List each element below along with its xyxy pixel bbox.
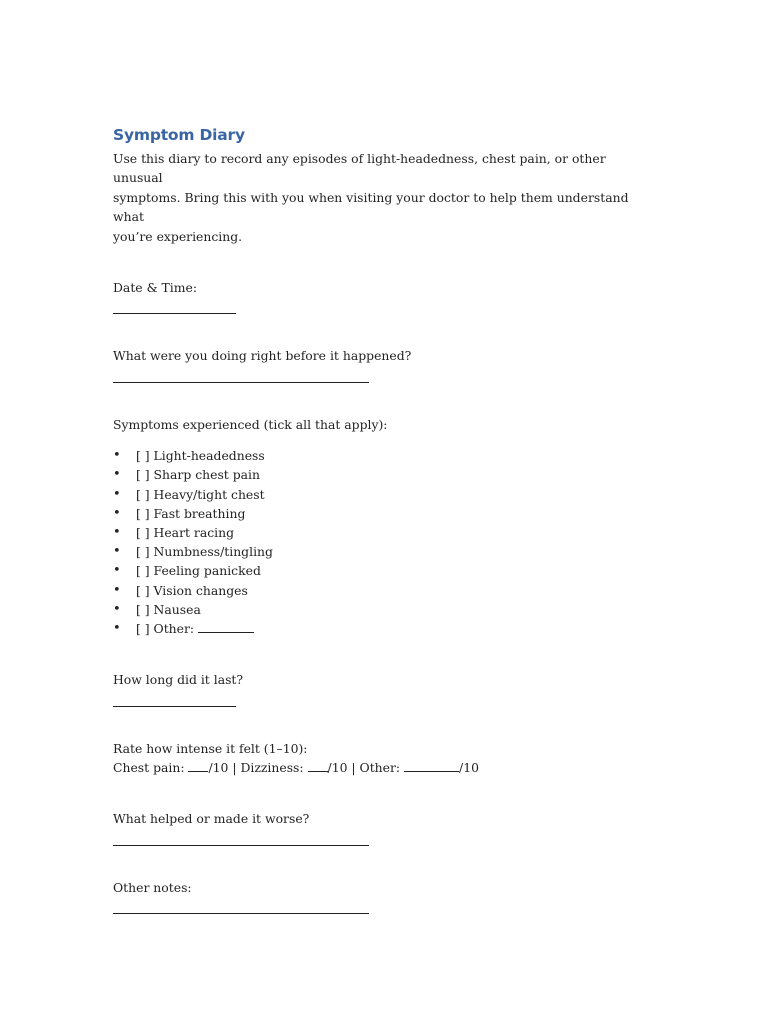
symptom-item[interactable] (113, 619, 653, 638)
symptom-label: [ ] Feeling panicked (136, 563, 261, 579)
bullet-icon: • (113, 505, 121, 521)
intro-paragraph: Use this diary to record any episodes of light-headedness, chest pain, or other unusual symptoms. Bring this with you when visiting your doctor to help them understand what you’re experiencing. (113, 151, 629, 244)
bullet-icon: • (113, 544, 121, 560)
symptoms-label: Symptoms experienced (tick all that apply): (113, 416, 388, 432)
notes-label: Other notes: (113, 879, 192, 895)
symptom-item[interactable] (113, 465, 653, 484)
symptom-label: [ ] Numbness/tingling (136, 544, 273, 560)
chest-pain-blank[interactable] (188, 759, 208, 772)
notes-field (113, 878, 653, 914)
symptom-item[interactable] (113, 485, 653, 504)
activity-label: What were you doing right before it happened? (113, 348, 412, 364)
bullet-icon: • (113, 563, 121, 579)
bullet-icon: • (113, 601, 121, 617)
symptom-label: [ ] Vision changes (136, 582, 248, 598)
symptoms-section (113, 415, 653, 638)
symptom-label: [ ] Heart racing (136, 525, 235, 540)
bullet-icon: • (113, 525, 121, 540)
notes-blank[interactable] (113, 899, 369, 914)
symptom-label: [ ] Light-headedness (136, 448, 265, 464)
chest-pain-label: Chest pain: (113, 759, 185, 775)
bullet-icon: • (113, 467, 121, 483)
date-time-field (113, 278, 653, 314)
date-time-label: Date & Time: (113, 280, 198, 296)
symptom-label: [ ] Fast breathing (136, 505, 246, 521)
activity-blank[interactable] (113, 368, 369, 383)
helped-blank[interactable] (113, 831, 369, 846)
activity-field (113, 346, 653, 382)
symptom-label: [ ] Nausea (136, 601, 201, 617)
symptom-item[interactable] (113, 504, 653, 523)
symptom-item[interactable] (113, 523, 653, 542)
symptom-item[interactable] (113, 600, 653, 619)
rating-field (113, 739, 653, 778)
symptom-label: [ ] Heavy/tight chest (136, 486, 265, 502)
symptom-list (113, 446, 653, 638)
document-title: Symptom Diary (113, 126, 245, 144)
duration-blank[interactable] (113, 692, 236, 707)
other-rating-suffix: /10 (459, 759, 479, 775)
dizziness-label: /10 | Dizziness: (208, 759, 304, 775)
duration-label: How long did it last? (113, 672, 244, 688)
rating-label: Rate how intense it felt (1–10): (113, 740, 308, 756)
bullet-icon: • (113, 582, 121, 598)
document-page (113, 124, 653, 914)
symptom-label: [ ] Other: (136, 620, 195, 636)
symptom-item[interactable] (113, 561, 653, 580)
other-rating-label: /10 | Other: (327, 759, 401, 775)
dizziness-blank[interactable] (308, 759, 328, 772)
bullet-icon: • (113, 448, 121, 464)
symptom-label: [ ] Sharp chest pain (136, 467, 260, 483)
helped-label: What helped or made it worse? (113, 811, 310, 827)
bullet-icon: • (113, 620, 121, 636)
symptom-item[interactable] (113, 581, 653, 600)
date-time-blank[interactable] (113, 299, 236, 314)
symptom-item[interactable] (113, 446, 653, 465)
duration-field (113, 670, 653, 706)
symptom-item[interactable] (113, 542, 653, 561)
other-rating-blank[interactable] (404, 759, 459, 772)
rating-line (113, 758, 653, 777)
other-symptom-blank[interactable] (198, 620, 254, 633)
helped-field (113, 809, 653, 845)
bullet-icon: • (113, 486, 121, 502)
